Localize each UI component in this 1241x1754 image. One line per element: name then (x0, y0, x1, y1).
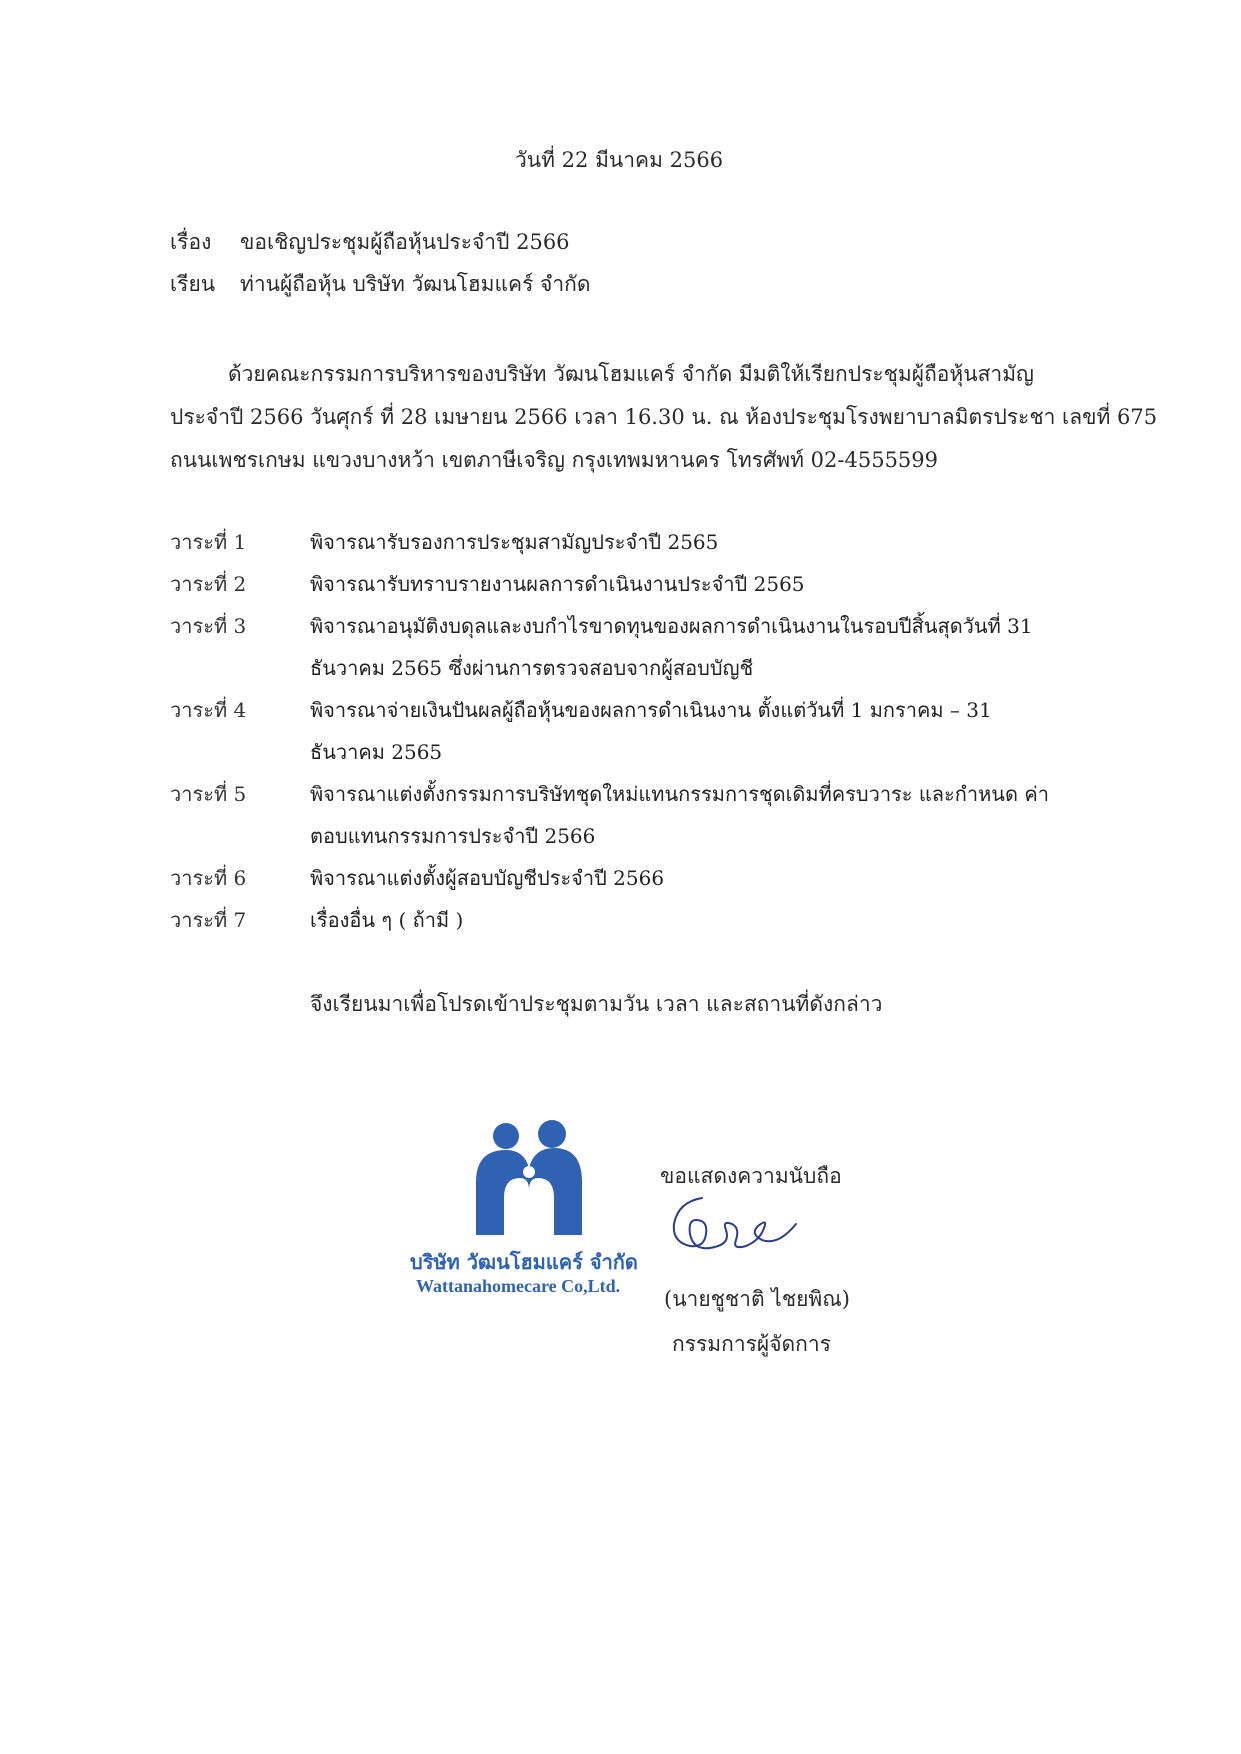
agenda-text: พิจารณารับรองการประชุมสามัญประจำปี 2565 (310, 530, 719, 554)
closing-text: จึงเรียนมาเพื่อโปรดเข้าประชุมตามวัน เวลา และสถานที่ดังกล่าว (310, 992, 883, 1016)
logo-name-en: Wattanahomecare Co,Ltd. (416, 1276, 621, 1296)
body-line: ด้วยคณะกรรมการบริหารของบริษัท วัฒนโฮมแคร์ จำกัด มีมติให้เรียกประชุมผู้ถือหุ้นสามัญ (228, 362, 1034, 386)
agenda-text: พิจารณาอนุมัติงบดุลและงบกำไรขาดทุนของผลการดำเนินงานในรอบปีสิ้นสุดวันที่ 31 ธันวาคม 2565 ซึ่งผ่านการตรวจสอบจากผู้สอบบัญชี (310, 614, 1033, 680)
agenda-text: พิจารณาแต่งตั้งผู้สอบบัญชีประจำปี 2566 (310, 866, 665, 890)
agenda-label: วาระที่ 5 (170, 782, 247, 806)
agenda-label: วาระที่ 7 (170, 908, 247, 932)
agenda-label: วาระที่ 6 (170, 866, 247, 890)
signer-title: กรรมการผู้จัดการ (672, 1332, 831, 1356)
agenda-text: พิจารณาแต่งตั้งกรรมการบริษัทชุดใหม่แทนกรรมการชุดเดิมที่ครบวาระ และกำหนด ค่าตอบแทนกรรมการประจำปี 2566 (310, 782, 1049, 848)
subject-text: ขอเชิญประชุมผู้ถือหุ้นประจำปี 2566 (240, 230, 570, 254)
agenda-label: วาระที่ 3 (170, 614, 247, 638)
company-logo (410, 1120, 650, 1310)
body-line: ประจำปี 2566 วันศุกร์ ที่ 28 เมษายน 2566 เวลา 16.30 น. ณ ห้องประชุมโรงพยาบาลมิตรประชา เลขที่ 675 (170, 405, 1158, 429)
signer-name: (นายชูชาติ ไชยพิณ) (664, 1287, 850, 1311)
agenda-label: วาระที่ 4 (170, 698, 247, 722)
agenda-label: วาระที่ 1 (170, 530, 247, 554)
regards-text: ขอแสดงความนับถือ (660, 1164, 842, 1188)
logo-name-th: บริษัท วัฒนโฮมแคร์ จำกัด (410, 1250, 638, 1274)
recipient-label: เรียน (170, 272, 216, 296)
body-line: ถนนเพชรเกษม แขวงบางหว้า เขตภาษีเจริญ กรุงเทพมหานคร โทรศัพท์ 02-4555599 (170, 448, 939, 472)
agenda-text: เรื่องอื่น ๆ ( ถ้ามี ) (310, 908, 464, 932)
subject-label: เรื่อง (170, 230, 212, 254)
signature-icon (660, 1190, 800, 1270)
letter-date: วันที่ 22 มีนาคม 2566 (515, 148, 724, 172)
recipient-text: ท่านผู้ถือหุ้น บริษัท วัฒนโฮมแคร์ จำกัด (240, 272, 591, 296)
logo-figures-icon (474, 1120, 584, 1235)
agenda-label: วาระที่ 2 (170, 572, 247, 596)
agenda-text: พิจารณาจ่ายเงินปันผลผู้ถือหุ้นของผลการดำเนินงาน ตั้งแต่วันที่ 1 มกราคม – 31 ธันวาคม 2565 (310, 698, 992, 764)
agenda-text: พิจารณารับทราบรายงานผลการดำเนินงานประจำปี 2565 (310, 572, 805, 596)
